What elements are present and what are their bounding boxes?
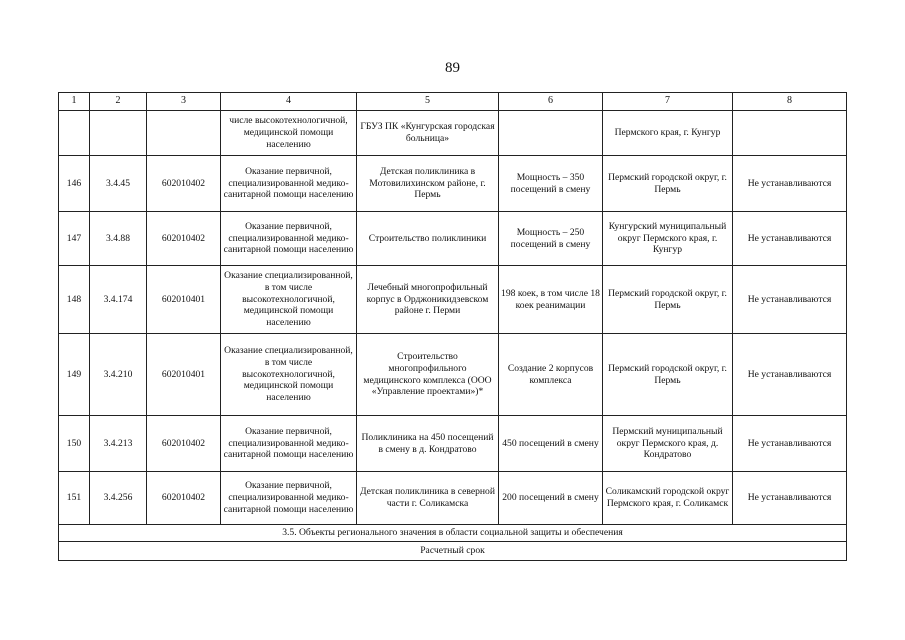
cell-kod: 602010402 [147,472,221,525]
cell-object-name: Поликлиника на 450 посещений в смену в д. Кондратово [357,416,499,472]
cell-purpose: Оказание первичной, специализированной медико-санитарной помощи населению [221,156,357,212]
cell-zones: Не устанавливаются [733,156,847,212]
cell-zones: Не устанавливаются [733,334,847,416]
cell-zones: Не устанавливаются [733,212,847,266]
table-row [59,416,847,472]
cell-object-name: ГБУЗ ПК «Кунгурская городская больница» [357,111,499,156]
cell-number: 148 [59,266,90,334]
header-row [59,93,847,111]
cell-capacity: 200 посещений в смену [499,472,603,525]
cell-kod: 602010401 [147,334,221,416]
cell-object-name: Лечебный многопрофильный корпус в Орджоникидзевском районе г. Перми [357,266,499,334]
header-cell: 8 [733,93,847,111]
header-cell: 2 [90,93,147,111]
cell-empty [90,111,147,156]
cell-purpose: Оказание специализированной, в том числе высокотехнологичной, медицинской помощи населению [221,266,357,334]
section-row [59,525,847,542]
cell-purpose: Оказание первичной, специализированной медико-санитарной помощи населению [221,472,357,525]
cell-code: 3.4.210 [90,334,147,416]
cell-code: 3.4.88 [90,212,147,266]
page-number: 89 [445,60,460,76]
cell-location: Кунгурский муниципальный округ Пермского края, г. Кунгур [603,212,733,266]
cell-object-name: Детская поликлиника в северной части г. Соликамска [357,472,499,525]
cell-capacity: Создание 2 корпусов комплекса [499,334,603,416]
cell-kod: 602010401 [147,266,221,334]
cell-zones: Не устанавливаются [733,416,847,472]
table-row [59,266,847,334]
cell-object-name: Строительство поликлиники [357,212,499,266]
header-cell: 7 [603,93,733,111]
continuation-row [59,111,847,156]
cell-number: 147 [59,212,90,266]
header-cell: 6 [499,93,603,111]
objects-table [58,92,847,561]
cell-location: Пермский муниципальный округ Пермского края, д. Кондратово [603,416,733,472]
cell-code: 3.4.45 [90,156,147,212]
cell-location: Пермский городской округ, г. Пермь [603,156,733,212]
subsection-title: Расчетный срок [59,542,847,561]
cell-number: 151 [59,472,90,525]
cell-empty [733,111,847,156]
cell-location: Пермский городской округ, г. Пермь [603,334,733,416]
cell-number: 150 [59,416,90,472]
table-row [59,156,847,212]
cell-object-name: Строительство многопрофильного медицинского комплекса (ООО «Управление проектами»)* [357,334,499,416]
cell-empty [59,111,90,156]
subsection-row [59,542,847,561]
cell-code: 3.4.213 [90,416,147,472]
cell-zones: Не устанавливаются [733,472,847,525]
cell-location: Пермского края, г. Кунгур [603,111,733,156]
header-cell: 5 [357,93,499,111]
cell-purpose: Оказание первичной, специализированной медико-санитарной помощи населению [221,416,357,472]
header-cell: 1 [59,93,90,111]
cell-purpose: Оказание специализированной, в том числе высокотехнологичной, медицинской помощи населению [221,334,357,416]
cell-code: 3.4.256 [90,472,147,525]
cell-zones: Не устанавливаются [733,266,847,334]
table-row [59,472,847,525]
cell-capacity: Мощность – 350 посещений в смену [499,156,603,212]
header-cell: 3 [147,93,221,111]
cell-object-name: Детская поликлиника в Мотовилихинском районе, г. Пермь [357,156,499,212]
table-row [59,212,847,266]
cell-empty [147,111,221,156]
cell-empty [499,111,603,156]
cell-capacity: 450 посещений в смену [499,416,603,472]
cell-capacity: Мощность – 250 посещений в смену [499,212,603,266]
cell-purpose: Оказание первичной, специализированной медико-санитарной помощи населению [221,212,357,266]
cell-kod: 602010402 [147,156,221,212]
table-row [59,334,847,416]
cell-location: Пермский городской округ, г. Пермь [603,266,733,334]
cell-number: 149 [59,334,90,416]
cell-purpose: числе высокотехнологичной, медицинской помощи населению [221,111,357,156]
cell-code: 3.4.174 [90,266,147,334]
cell-kod: 602010402 [147,416,221,472]
header-cell: 4 [221,93,357,111]
cell-number: 146 [59,156,90,212]
cell-kod: 602010402 [147,212,221,266]
cell-location: Соликамский городской округ Пермского края, г. Соликамск [603,472,733,525]
section-title: 3.5. Объекты регионального значения в области социальной защиты и обеспечения [59,525,847,542]
cell-capacity: 198 коек, в том числе 18 коек реанимации [499,266,603,334]
